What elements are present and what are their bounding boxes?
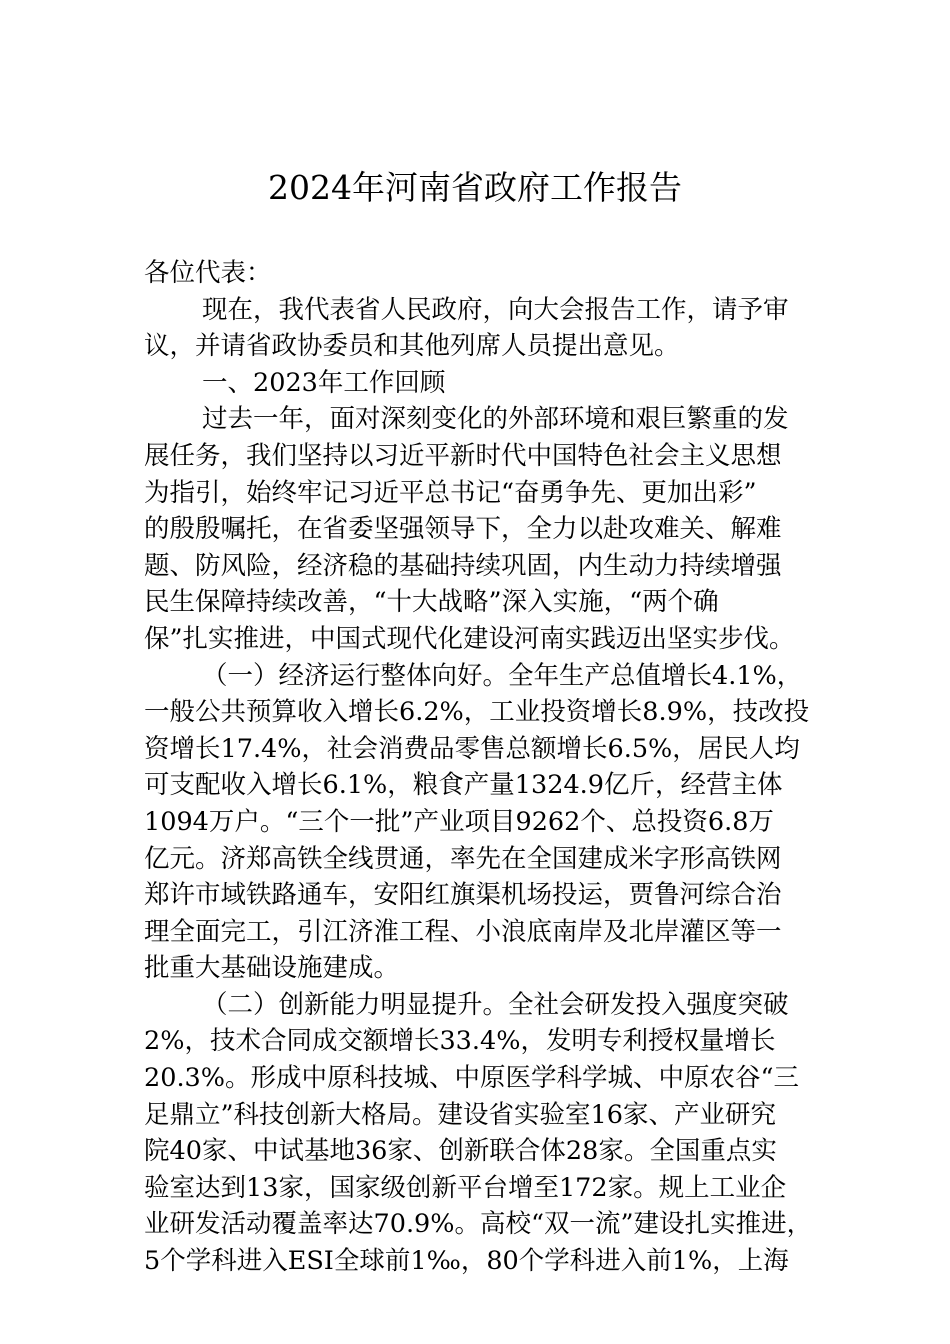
- text-line: （一）经济运行整体向好。全年生产总值增长4.1%，: [202, 660, 803, 691]
- text-line: 议，并请省政协委员和其他列席人员提出意见。: [144, 331, 680, 362]
- text-line: 民生保障持续改善，“十大战略”深入实施，“两个确: [144, 587, 719, 618]
- text-line: 可支配收入增长6.1%，粮食产量1324.9亿斤，经营主体: [144, 770, 783, 801]
- text-line: 一、2023年工作回顾: [202, 367, 446, 398]
- text-line: 的殷殷嘱托，在省委坚强领导下，全力以赴攻难关、解难: [144, 514, 782, 545]
- document-title: 2024年河南省政府工作报告: [268, 168, 682, 207]
- document-body: [144, 255, 812, 1280]
- text-line: 批重大基础设施建成。: [144, 953, 400, 984]
- text-line: 一般公共预算收入增长6.2%，工业投资增长8.9%，技改投: [144, 697, 810, 728]
- text-line: 理全面完工，引江济淮工程、小浪底南岸及北岸灌区等一: [144, 916, 782, 947]
- text-line: 展任务，我们坚持以习近平新时代中国特色社会主义思想: [144, 440, 782, 471]
- text-line: 现在，我代表省人民政府，向大会报告工作，请予审: [202, 294, 789, 325]
- text-line: 资增长17.4%，社会消费品零售总额增长6.5%，居民人均: [144, 733, 800, 764]
- text-line: 20.3%。形成中原科技城、中原医学科学城、中原农谷“三: [144, 1063, 800, 1094]
- text-line: 验室达到13家，国家级创新平台增至172家。规上工业企: [144, 1172, 787, 1203]
- text-line: 5个学科进入ESI全球前1‰，80个学科进入前1%，上海: [144, 1246, 789, 1277]
- text-line: 题、防风险，经济稳的基础持续巩固，内生动力持续增强: [144, 550, 782, 581]
- text-line: 院40家、中试基地36家、创新联合体28家。全国重点实: [144, 1136, 777, 1167]
- text-line: 各位代表：: [144, 258, 272, 288]
- text-line: 保”扎实推进，中国式现代化建设河南实践迈出坚实步伐。: [144, 623, 795, 654]
- text-line: 过去一年，面对深刻变化的外部环境和艰巨繁重的发: [202, 404, 789, 435]
- text-line: 为指引，始终牢记习近平总书记“奋勇争先、更加出彩”: [144, 477, 757, 508]
- text-line: 2%，技术合同成交额增长33.4%，发明专利授权量增长: [144, 1026, 776, 1057]
- text-line: 业研发活动覆盖率达70.9%。高校“双一流”建设扎实推进，: [144, 1209, 813, 1240]
- text-line: 郑许市域铁路通车，安阳红旗渠机场投运，贾鲁河综合治: [144, 880, 782, 911]
- text-line: （二）创新能力明显提升。全社会研发投入强度突破: [202, 989, 789, 1020]
- text-line: 亿元。济郑高铁全线贯通，率先在全国建成米字形高铁网: [144, 843, 782, 874]
- text-line: 足鼎立”科技创新大格局。建设省实验室16家、产业研究: [144, 1099, 776, 1130]
- text-line: 1094万户。“三个一批”产业项目9262个、总投资6.8万: [144, 806, 774, 837]
